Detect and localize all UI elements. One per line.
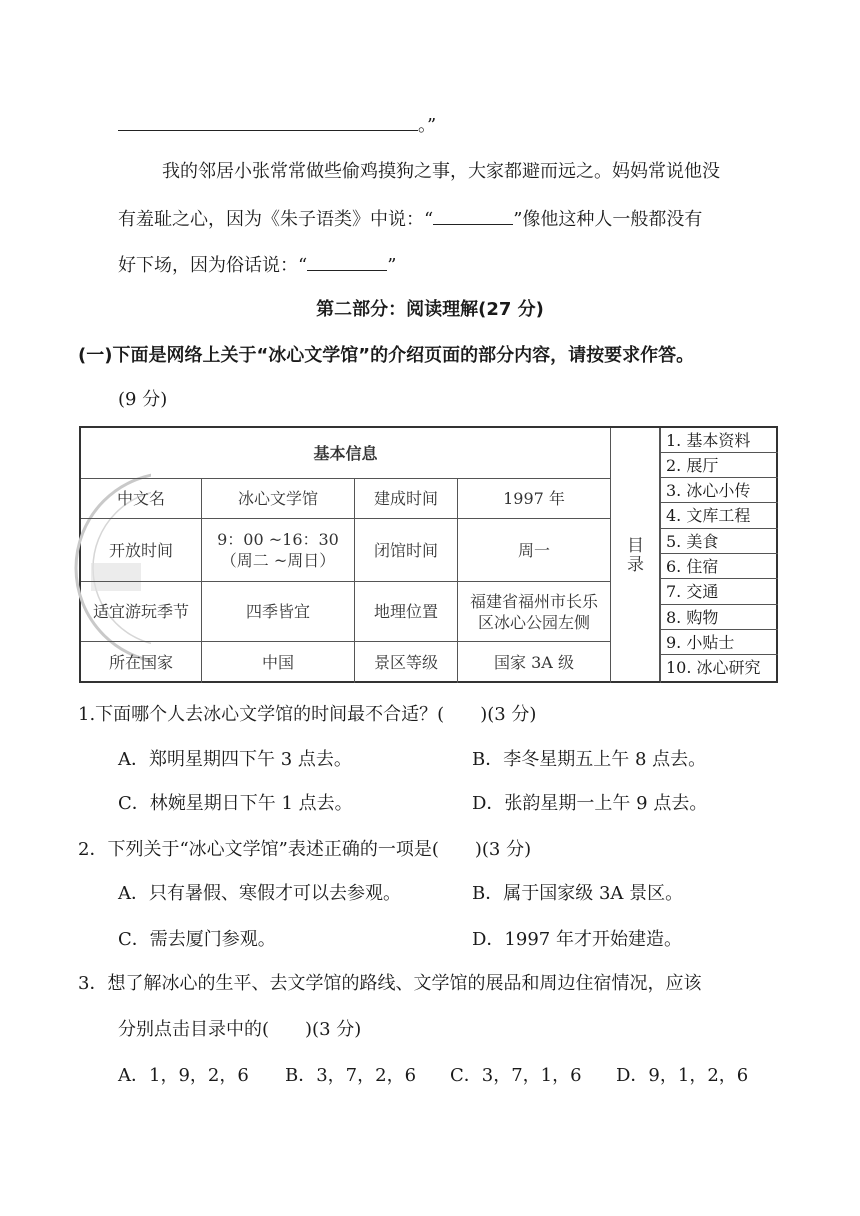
- question-3-option-c[interactable]: C．3，7，1，6: [450, 1065, 582, 1086]
- answer-blank[interactable]: [118, 112, 418, 131]
- table-cell: 所在国家: [108, 653, 173, 672]
- paragraph-line-3-a: 好下场，因为俗话说：“: [118, 255, 308, 276]
- table-cell: 建成时间: [373, 489, 438, 508]
- answer-blank[interactable]: [433, 206, 513, 225]
- directory-item-6[interactable]: 6. 住宿: [659, 554, 778, 579]
- section-title: 第二部分：阅读理解(27 分): [316, 299, 544, 320]
- table-cell: 冰心文学馆: [237, 489, 318, 508]
- directory-item-7[interactable]: 7. 交通: [659, 579, 778, 605]
- question-group-score: (9 分): [118, 389, 168, 410]
- question-1-option-b[interactable]: B．李冬星期五上午 8 点去。: [472, 749, 707, 770]
- paragraph-line-3-b: ”: [387, 255, 397, 276]
- question-2-stem: 2．下列关于“冰心文学馆”表述正确的一项是( )(3 分): [78, 839, 532, 860]
- question-3-stem-line-2: 分别点击目录中的( )(3 分): [118, 1019, 362, 1040]
- question-1-option-a[interactable]: A．郑明星期四下午 3 点去。: [118, 749, 352, 770]
- table-cell: 中国: [261, 653, 294, 672]
- quote-end: 。”: [418, 115, 437, 136]
- table-cell: 地理位置: [373, 602, 438, 621]
- paragraph-line-3: [118, 252, 396, 278]
- table-cell: 闭馆时间: [373, 540, 438, 560]
- table-cell: 适宜游玩季节: [92, 602, 189, 621]
- paragraph-line-2-a: 有羞耻之心，因为《朱子语类》中说：“: [118, 209, 434, 230]
- question-1-stem: 1.下面哪个人去冰心文学馆的时间最不合适？( )(3 分): [78, 704, 537, 725]
- table-cell: 景区等级: [373, 653, 438, 672]
- directory-label: [611, 428, 660, 683]
- table-cell: 周一: [517, 540, 550, 560]
- question-3-stem-line-1: 3．想了解冰心的生平、去文学馆的路线、文学馆的展品和周边住宿情况，应该: [78, 973, 702, 994]
- paragraph-line-2-b: ”像他这种人一般都没有: [513, 209, 703, 230]
- question-1-option-d[interactable]: D．张韵星期一上午 9 点去。: [472, 793, 708, 814]
- question-2-option-d[interactable]: D．1997 年才开始建造。: [472, 929, 682, 950]
- question-2-option-b[interactable]: B．属于国家级 3A 景区。: [472, 883, 684, 904]
- answer-blank[interactable]: [307, 252, 387, 271]
- directory-item-2[interactable]: 2. 展厅: [659, 453, 778, 478]
- directory-item-1[interactable]: 1. 基本资料: [659, 428, 778, 453]
- question-3-option-d[interactable]: D．9，1，2，6: [616, 1065, 749, 1086]
- directory-item-5[interactable]: 5. 美食: [659, 529, 778, 554]
- question-3-option-a[interactable]: A．1，9，2，6: [118, 1065, 249, 1086]
- table-cell: 福建省福州市长乐 区冰心公园左侧: [469, 591, 598, 632]
- paragraph-line-1: 我的邻居小张常常做些偷鸡摸狗之事，大家都避而远之。妈妈常说他没: [162, 161, 720, 182]
- quote-end-line: [118, 112, 436, 138]
- table-cell: 9：00 ~16：30 （周二 ~周日）: [217, 530, 339, 570]
- table-header: 基本信息: [313, 443, 378, 463]
- directory-item-3[interactable]: 3. 冰心小传: [659, 478, 778, 503]
- table-cell: 四季皆宜: [245, 602, 310, 621]
- table-cell: 国家 3A 级: [494, 653, 574, 672]
- question-3-option-b[interactable]: B．3，7，2，6: [285, 1065, 417, 1086]
- question-group-title: (一)下面是网络上关于“冰心文学馆”的介绍页面的部分内容，请按要求作答。: [78, 345, 695, 366]
- directory-item-9[interactable]: 9. 小贴士: [659, 630, 778, 655]
- question-1-option-c[interactable]: C．林婉星期日下午 1 点去。: [118, 793, 353, 814]
- directory-item-8[interactable]: 8. 购物: [659, 605, 778, 630]
- directory-label-char: 目: [627, 535, 644, 556]
- directory-item-4[interactable]: 4. 文库工程: [659, 503, 778, 529]
- table-cell: 1997 年: [503, 489, 565, 508]
- question-2-option-c[interactable]: C．需去厦门参观。: [118, 929, 276, 950]
- question-2-option-a[interactable]: A．只有暑假、寒假才可以去参观。: [118, 883, 401, 904]
- directory-item-10[interactable]: 10. 冰心研究: [659, 655, 778, 681]
- table-cell: 中文名: [116, 489, 165, 508]
- directory-label-char: 录: [627, 554, 644, 575]
- paragraph-line-2: [118, 206, 702, 232]
- table-cell: 开放时间: [108, 540, 173, 560]
- directory-list: [659, 428, 778, 681]
